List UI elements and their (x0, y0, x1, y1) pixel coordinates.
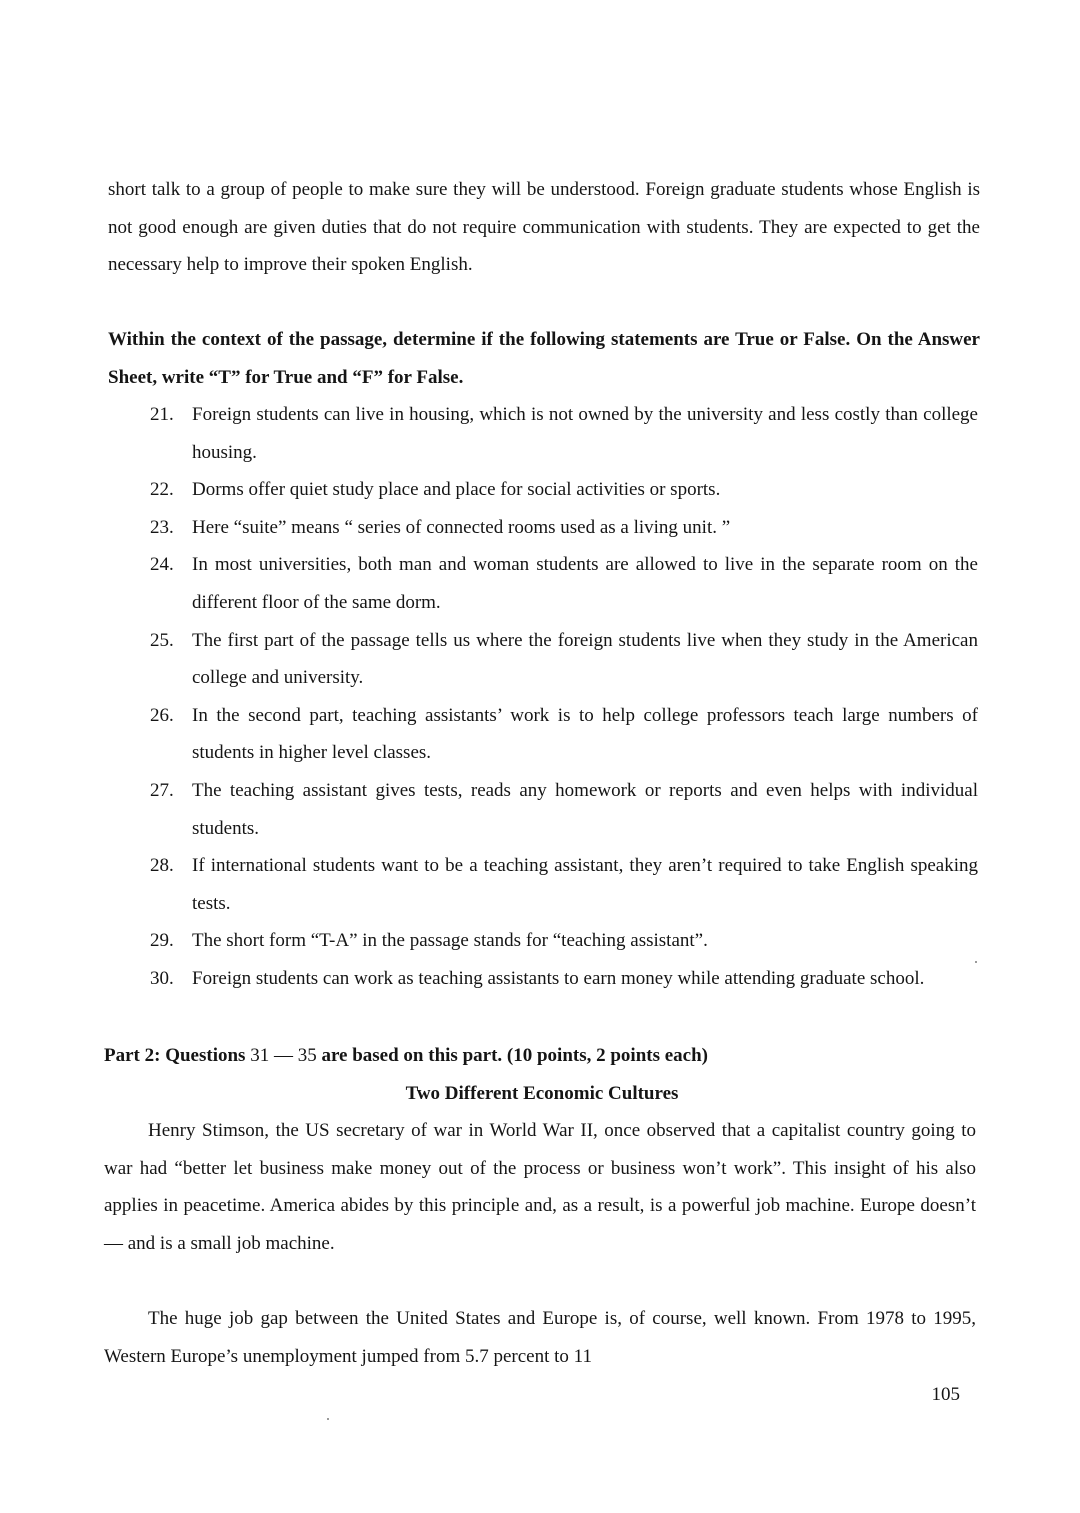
question-text: Foreign students can work as teaching assistants to earn money while attending graduate school. (192, 967, 925, 989)
body-paragraph: The huge job gap between the United States and Europe is, of course, well known. From 1978 to 1995, Western Europe’s unemployment jumped from 5.7 percent to 11 (104, 1308, 976, 1367)
question-text: Here “suite” means “ series of connected rooms used as a living unit. ” (192, 516, 731, 538)
question-text: If international students want to be a teaching assistant, they aren’t required to take English speaking tests. (192, 855, 978, 914)
question-item (150, 396, 978, 471)
question-number: 27. (150, 779, 174, 801)
question-text: In the second part, teaching assistants’ work is to help college professors teach large numbers of students in higher level classes. (192, 704, 978, 764)
question-list (150, 396, 978, 998)
part-heading (104, 1037, 980, 1075)
article-title: Two Different Economic Cultures (405, 1083, 679, 1104)
question-text: The first part of the passage tells us where the foreign students live when they study in the American college and university. (192, 629, 978, 689)
question-text: In most universities, both man and woman students are allowed to live in the separate room on the different floor of the same dorm. (192, 554, 978, 613)
question-number: 26. (150, 704, 174, 726)
question-text: The short form “T-A” in the passage stands for “teaching assistant”. (192, 930, 708, 952)
question-item (150, 772, 978, 847)
question-item (150, 847, 978, 922)
page-number: 105 (931, 1384, 960, 1405)
question-number: 21. (150, 404, 174, 425)
part-based-on: are based on this part. (321, 1045, 503, 1066)
scan-speck (975, 961, 977, 963)
question-number: 25. (150, 629, 174, 651)
scan-speck (327, 1418, 329, 1420)
question-number: 22. (150, 479, 174, 501)
question-item (150, 960, 978, 998)
question-item (150, 471, 978, 509)
question-number: 30. (150, 967, 174, 989)
instructions: Within the context of the passage, determine if the following statements are True or False. On the Answer Sheet, write “T” for True and “F” for False. (108, 329, 980, 388)
part-question-range: 31 — 35 (250, 1045, 317, 1066)
question-item (150, 622, 978, 697)
question-number: 29. (150, 930, 174, 952)
question-number: 28. (150, 855, 174, 877)
question-item (150, 922, 978, 960)
question-item (150, 697, 978, 772)
question-text: Foreign students can live in housing, which is not owned by the university and less costly than college housing. (192, 404, 978, 463)
question-number: 23. (150, 516, 174, 538)
question-text: Dorms offer quiet study place and place for social activities or sports. (192, 479, 721, 501)
part-points: (10 points, 2 points each) (506, 1045, 709, 1066)
question-item (150, 546, 978, 621)
question-item (150, 509, 978, 547)
body-paragraph: Henry Stimson, the US secretary of war in World War II, once observed that a capitalist country going to war had “better let business make money out of the process or business won’t work”. This insight of his also applies in peacetime. America abides by this principle and, as a result, is a powerful job machine. Europe doesn’t — and is a small job machine. (104, 1120, 976, 1254)
question-number: 24. (150, 554, 174, 576)
question-text: The teaching assistant gives tests, reads any homework or reports and even helps with individual students. (192, 779, 978, 839)
intro-paragraph: short talk to a group of people to make sure they will be understood. Foreign graduate students whose English is not good enough are given duties that do not require communication with students. They are expected to get the necessary help to improve their spoken English. (108, 179, 980, 276)
part-label: Part 2: (104, 1045, 161, 1066)
part-questions-word: Questions (165, 1045, 246, 1066)
